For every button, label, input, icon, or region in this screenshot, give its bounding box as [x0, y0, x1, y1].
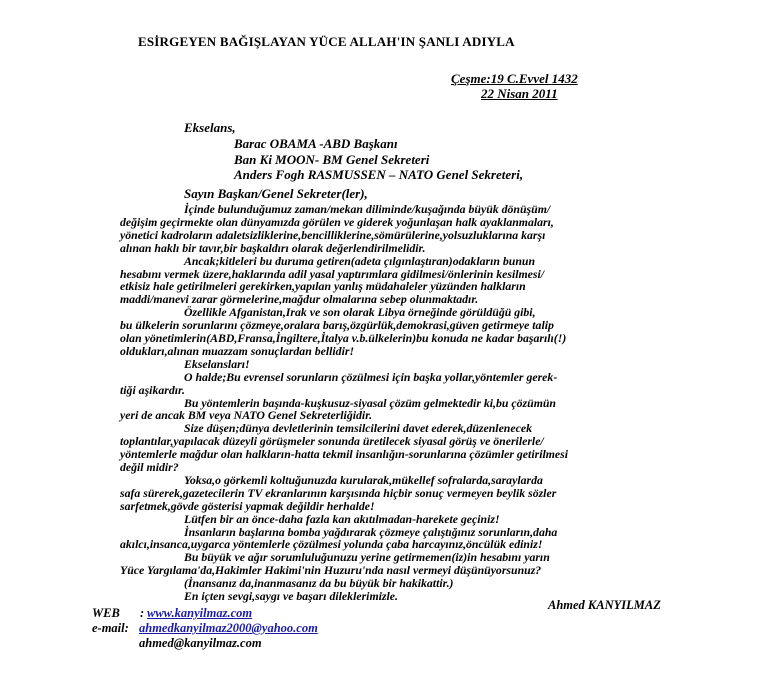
body-line: Özellikle Afganistan,Irak ve son olarak Libya örneğinde görüldüğü gibi,	[184, 305, 536, 320]
body-line: Bu yöntemlerin başında-kuşkusuz-siyasal çözüm gelmektedir ki,bu çözümün	[184, 395, 556, 410]
website-link[interactable]: www.kanyilmaz.com	[147, 606, 253, 620]
body-line: yöntemlerle mağdur olan halkların-hatta tekmil insanlığın-sorunlarına çözümler getirilmesi	[120, 447, 569, 462]
body-line: Size düşen;dünya devletlerinin temsilcilerini davet ederek,düzenlenecek	[184, 421, 532, 436]
body-line: bu ülkelerin sorunlarını çözmeye,oralara barış,özgürlük,demokrasi,güven getirmeye talip	[120, 318, 554, 333]
recipient-line: Anders Fogh RASMUSSEN – NATO Genel Sekreteri,	[234, 167, 524, 182]
email-label: e-mail:	[92, 621, 129, 635]
body-line: İnsanların başlarına bomba yağdırarak çözmeye çalıştığınız sorunların,daha	[184, 524, 558, 539]
body-line: oldukları,alınan muazzam sonuçlardan bellidir!	[120, 343, 355, 358]
body-line: Ancak;kitleleri bu duruma getiren(adeta çılgınlaştıran)odakların bunun	[184, 253, 536, 268]
body-line: (İnansanız da,inanmasanız da bu büyük bir hakikattir.)	[184, 576, 454, 591]
body-line: O halde;Bu evrensel sorunların çözülmesi için başka yollar,yöntemler gerek-	[184, 369, 558, 384]
letter-title: ESİRGEYEN BAĞIŞLAYAN YÜCE ALLAH'IN ŞANLI ADIYLA	[138, 34, 515, 49]
body-line: İçinde bulunduğumuz zaman/mekan diliminde/kuşağında büyük dönüşüm/	[184, 202, 551, 216]
body-line: değil midir?	[120, 460, 179, 474]
web-separator: :	[140, 606, 145, 620]
body-line: akılcı,insanca,uygarca yöntemlerle çözülmesi yolunda çaba harcayınız,öncülük ediniz!	[120, 537, 543, 552]
body-line: sarfetmek,gövde gösterisi yapmak değildir herhalde!	[120, 498, 375, 513]
recipient-line: Ban Ki MOON- BM Genel Sekreteri	[234, 152, 430, 167]
signature: Ahmed KANYILMAZ	[548, 598, 661, 612]
salutation: Sayın Başkan/Genel Sekreter(ler),	[184, 186, 368, 201]
body-line: maddi/manevi zarar görmelerine,mağdur olmalarına sebep olunmaktadır.	[120, 292, 479, 307]
body-line: yönetici kadroların adaletsizliklerine,bencilliklerine,sömürülerine,yolsuzluklarına karşı	[120, 227, 546, 242]
email-link[interactable]: ahmedkanyilmaz2000@yahoo.com	[139, 621, 318, 635]
body-line: Bu büyük ve ağır sorumluluğunuzu yerine getirmemen(iz)in hesabını yarın	[184, 550, 550, 565]
body-line: En içten sevgi,saygı ve başarı dileklerimizle.	[184, 589, 398, 603]
body-line: toplantılar,yapılacak düzeyli görüşmeler sonunda üretilecek siyasal görüş ve önerilerle/	[120, 434, 544, 449]
body-line: Yoksa,o görkemli koltuğunuzda kurularak,mükellef sofralarda,saraylarda	[184, 472, 543, 487]
body-line: hesabını vermek üzere,haklarında adil yasal yaptırımlara gidilmesi/önlerinin kesilmesi/	[120, 266, 545, 281]
body-line: Lütfen bir an önce-daha fazla kan akıtılmadan-harekete geçiniz!	[184, 511, 500, 526]
body-line: safa sürerek,gazetecilerin TV ekranlarının karşısında hiçbir sonuç vermeyen beylik sözler	[120, 485, 557, 500]
body-line: alınan haklı bir tavır,bir başkaldırı olarak değerlendirilmelidir.	[120, 240, 426, 255]
place-date: Çeşme:19 C.Evvel 1432	[451, 71, 578, 86]
body-line: Yüce Yargılama'da,Hakimler Hakimi'nin Huzuru'nda nasıl vermeyi düşünüyorsunuz?	[120, 563, 542, 578]
body-line: değişim geçirmekte olan dünyamızda görülen ve giderek yoğunlaşan halk ayaklanmaları,	[120, 214, 554, 229]
body-line: olan yönetimlerin(ABD,Fransa,İngiltere,İtalya v.b.ülkelerin)bu konuda ne kadar başarılı(!)	[120, 331, 567, 345]
body-line: Ekselansları!	[184, 356, 250, 371]
body-line: etkisiz hale getirilmeleri gerekirken,yapılan yanlış müdahaleler yüzünden halkların	[120, 279, 526, 294]
body-line: tiği aşikardır.	[120, 382, 185, 397]
gregorian-date: 22 Nisan 2011	[481, 86, 558, 101]
recipient-line: Barac OBAMA -ABD Başkanı	[234, 136, 398, 151]
body-line: yeri de ancak BM veya NATO Genel Sekreterliğidir.	[120, 408, 373, 423]
web-label: WEB	[92, 606, 120, 620]
email-secondary: ahmed@kanyilmaz.com	[139, 636, 262, 650]
greeting: Ekselans,	[184, 120, 236, 135]
